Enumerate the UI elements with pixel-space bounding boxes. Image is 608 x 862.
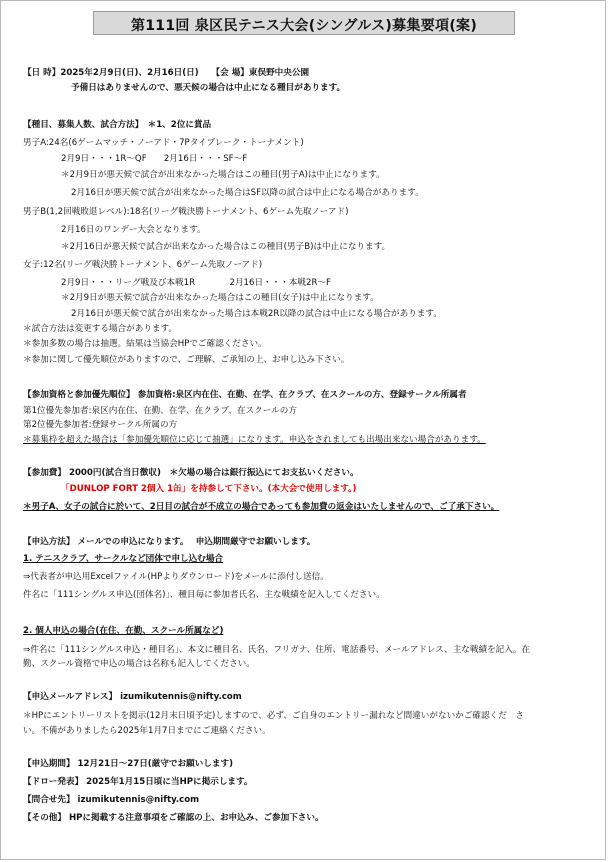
text-line: 2月16日が悪天候で試合が出来なかった場合はSF以降の試合は中止になる場合があります。 bbox=[71, 188, 424, 198]
text-line: 【参加資格と参加優先順位】 参加資格:泉区内在住、在勤、在学、在クラブ、在スクールの方、登録サークル所属者 bbox=[23, 390, 467, 400]
title-banner bbox=[93, 11, 515, 35]
text-line: ⇒件名に「111シングルス申込・種目名」、本文に種目名、氏名、フリガナ、住所、電話番号、メールアドレス、主な戦績を記入。在 bbox=[23, 645, 531, 655]
text-line: ＊参加多数の場合は抽選。結果は当協会HPでご確認ください。 bbox=[23, 339, 267, 349]
text-line: ⇒代表者が申込用Excelファイル(HPよりダウンロード)をメールに添付し送信。 bbox=[23, 572, 329, 582]
text-line: 【問合せ先】 izumikutennis@nifty.com bbox=[23, 795, 200, 805]
text-line: ＊参加に関して優先順位がありますので、ご理解、ご承知の上、お申し込み下さい。 bbox=[23, 355, 350, 365]
text-line: い。不備がありましたら2025年1月7日までにご連絡ください。 bbox=[23, 726, 271, 736]
text-line: ＊男子A、女子の試合に於いて、2日目の試合が不成立の場合であっても参加費の返金はいたしませんので、ご了承下さい。 bbox=[23, 502, 500, 512]
text-line: 2. 個人申込の場合(在住、在勤、スクール所属など) bbox=[23, 626, 224, 636]
text-line: ＊募集枠を超えた場合は「参加優先順位に応じて抽選」になります。申込をされましても出場出来ない場合があります。 bbox=[23, 435, 486, 445]
text-line: ＊2月9日が悪天候で試合が出来なかった場合はこの種目(男子A)は中止になります。 bbox=[61, 170, 385, 180]
text-line: 男子B(1,2回戦敗退レベル):18名(リーグ戦決勝トーナメント、6ゲーム先取ノーアド) bbox=[23, 207, 349, 217]
text-line: 【申込期間】 12月21日～27日(厳守でお願いします) bbox=[23, 759, 234, 769]
text-line: 女子:12名(リーグ戦決勝トーナメント、6ゲーム先取ノーアド) bbox=[23, 260, 263, 270]
text-line: 件名に「111シングルス申込(団体名)」、種目毎に参加者氏名、主な戦績を記入してください。 bbox=[23, 590, 385, 600]
text-line: 2月16日が悪天候で試合が出来なかった場合は本戦2R以降の試合は中止になる場合があります。 bbox=[71, 309, 442, 319]
text-line: 1. テニスクラブ、サークルなど団体で申し込む場合 bbox=[23, 554, 224, 564]
text-line: 【申込方法】 メールでの申込になります。 申込期間厳守でお願いします。 bbox=[23, 537, 316, 547]
text-line: ＊試合方法は変更する場合があります。 bbox=[23, 324, 178, 334]
text-line: 勤、スクール資格で申込の場合は名称も記入してください。 bbox=[23, 659, 255, 669]
document-title: 第111回 泉区民テニス大会(シングルス)募集要項(案) bbox=[130, 18, 478, 34]
text-line: 【申込メールアドレス】 izumikutennis@nifty.com bbox=[23, 692, 242, 702]
text-line: 2月9日・・・リーグ戦及び本戦1R 2月16日・・・本戦2R～F bbox=[61, 278, 332, 288]
text-line: ＊2月16日が悪天候で試合が出来なかった場合はこの種目(男子B)は中止になります。 bbox=[61, 242, 391, 252]
text-line: 【日 時】2025年2月9日(日)、2月16日(日) 【会 場】東俣野中央公園 bbox=[23, 68, 310, 78]
text-line: 【種目、募集人数、試合方法】 ＊1、2位に賞品 bbox=[23, 120, 212, 130]
text-line: 第2位優先参加者:登録サークル所属の方 bbox=[23, 420, 178, 430]
text-line: 【その他】 HPに掲載する注意事項をご確認の上、お申込み、ご参加下さい。 bbox=[23, 813, 324, 823]
text-line: ＊HPにエントリーリストを掲示(12月末日頃予定)しますので、必ず、ご自身のエントリー漏れなど間違いがないかご確認くだ さ bbox=[23, 711, 524, 721]
text-line: 2月9日・・・1R～QF 2月16日・・・SF～F bbox=[61, 154, 248, 164]
text-line: 【ドロー発表】 2025年1月15日頃に当HPに掲示します。 bbox=[23, 777, 253, 787]
text-line: 2月16日のワンデー大会となります。 bbox=[61, 225, 206, 235]
text-line: 【参加費】 2000円(試合当日徴収) ＊欠場の場合は銀行振込にてお支払いください。 bbox=[23, 468, 359, 478]
text-line: 第1位優先参加者:泉区内在住、在勤、在学、在クラブ、在スクールの方 bbox=[23, 406, 297, 416]
text-line: 予備日はありませんので、悪天候の場合は中止になる種目があります。 bbox=[71, 83, 346, 93]
text-line: 男子A:24名(6ゲームマッチ・ノーアド・7Pタイブレーク・トーナメント) bbox=[23, 138, 304, 148]
text-line: ＊2月9日が悪天候で試合が出来なかった場合はこの種目(女子)は中止になります。 bbox=[61, 293, 379, 303]
text-line: 「DUNLOP FORT 2個入 1缶」を持参して下さい。(本大会で使用します。) bbox=[61, 484, 357, 494]
